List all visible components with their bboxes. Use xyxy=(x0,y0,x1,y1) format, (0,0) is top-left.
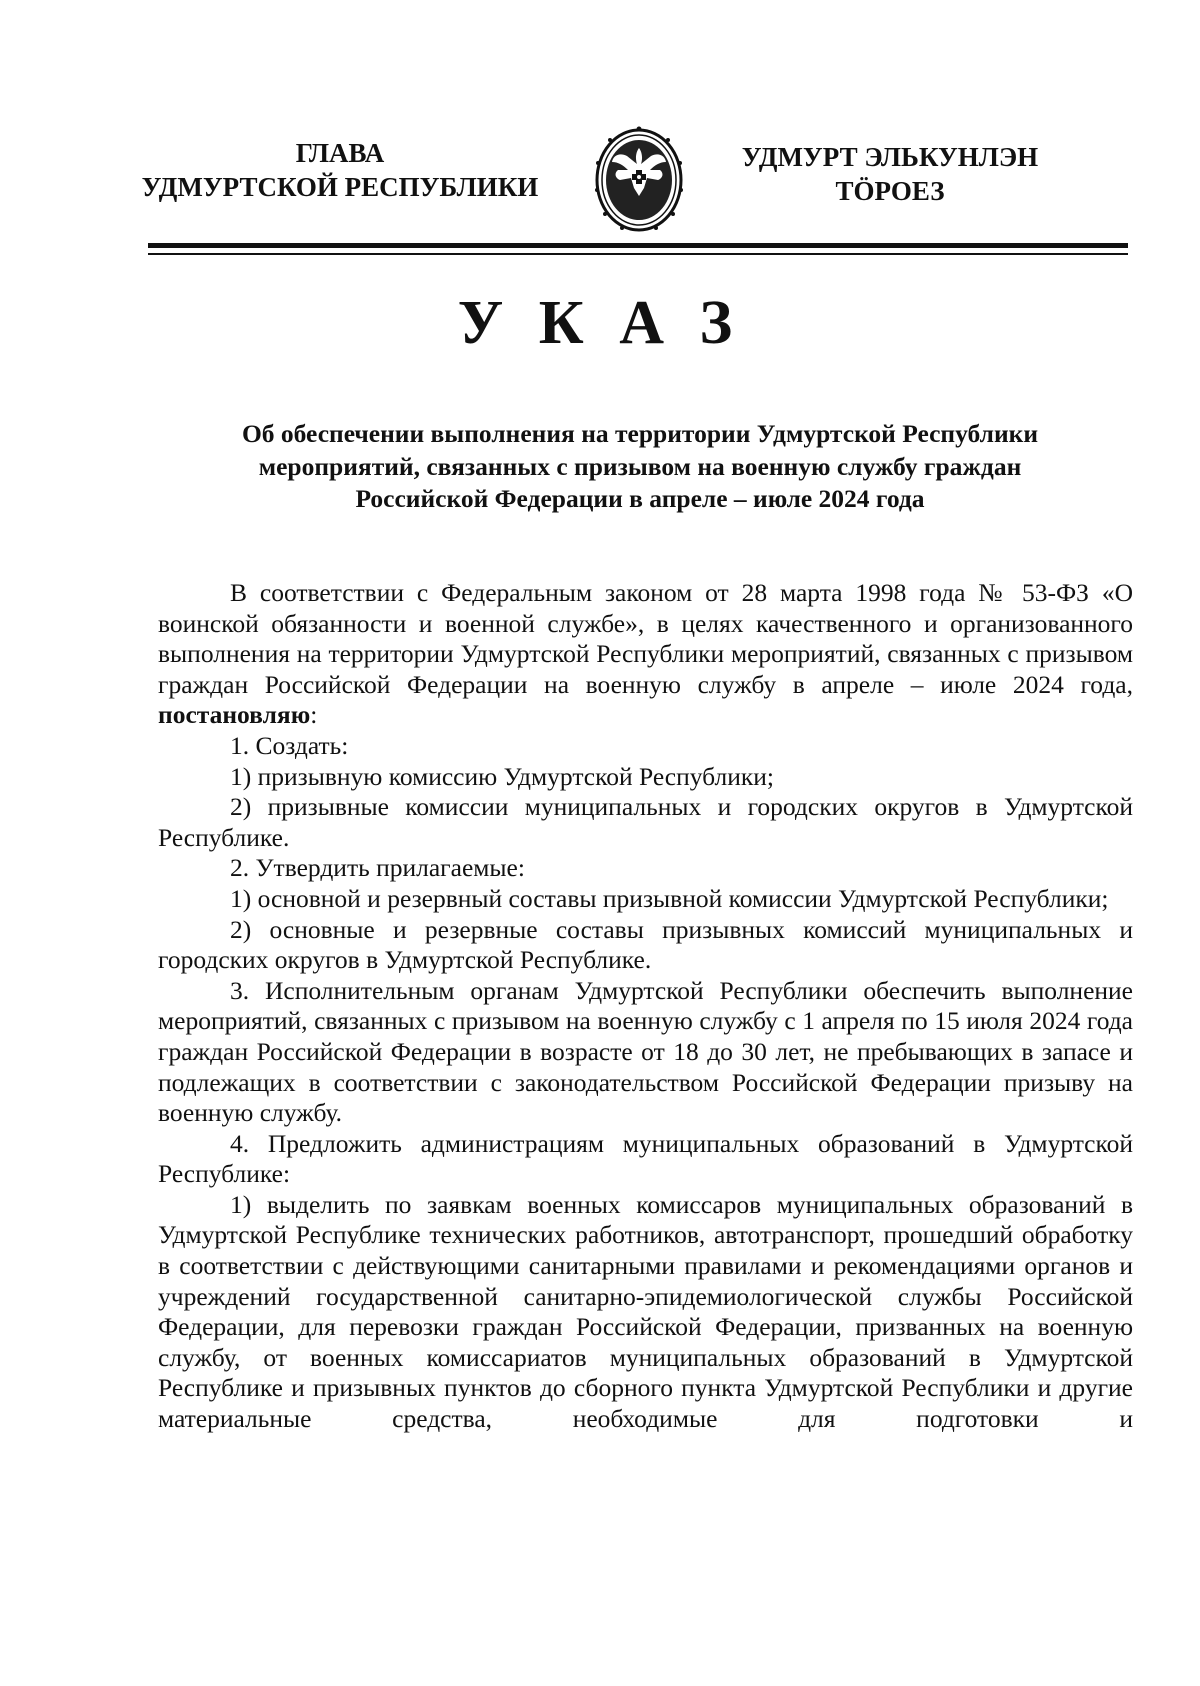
paragraph-2: 2. Утвердить прилагаемые: xyxy=(230,853,525,883)
header-divider-thick xyxy=(148,243,1128,248)
subject-line-3: Российской Федерации в апреле – июле 2024 года xyxy=(355,484,925,513)
issuer-header-russian xyxy=(140,136,540,204)
preamble-decree-word: постановляю xyxy=(158,700,311,730)
issuer-title-line1: ГЛАВА xyxy=(295,138,385,168)
document-subject xyxy=(150,418,1130,516)
paragraph-1-item-2: 2) призывные комиссии муниципальных и городских округов в Удмуртской Республике. xyxy=(158,792,1133,852)
paragraph-1: 1. Создать: xyxy=(230,730,349,760)
paragraph-4: 4. Предложить администрациям муниципальных образований в Удмуртской Республике: xyxy=(158,1128,1133,1189)
paragraph-2-item-2: 2) основные и резервные составы призывных комиссий муниципальных и городских округов в Удмуртской Республике. xyxy=(158,914,1133,975)
issuer-udmurt-line1: УДМУРТ ЭЛЬКУНЛЭН xyxy=(741,142,1039,172)
paragraph-1-item-1: 1) призывную комиссию Удмуртской Республики; xyxy=(230,761,774,791)
paragraph-3: 3. Исполнительным органам Удмуртской Республики обеспечить выполнение мероприятий, связанных с призывом на военную службу с 1 апреля по 15 июля 2024 года граждан Российской Федерации в возрасте от 18 до 30 лет, не пребывающих в запасе и подлежащих в соответствии с законодательством Российской Федерации призыву на военную службу. xyxy=(158,975,1133,1128)
preamble-paragraph xyxy=(158,578,1133,731)
coat-of-arms-icon xyxy=(580,118,698,236)
preamble-text: В соответствии с Федеральным законом от 28 марта 1998 года № 53-ФЗ «О воинской обязанности и военной службе», в целях качественного и организованного выполнения на территории Удмуртской Республики мероприятий, связанных с призывом граждан Российской Федерации на военную службу в апреле – июле 2024 года, xyxy=(158,578,1133,699)
header-divider-thin xyxy=(148,253,1128,255)
subject-line-2: мероприятий, связанных с призывом на военную службу граждан xyxy=(258,451,1022,481)
paragraph-4-item-1: 1) выделить по заявкам военных комиссаров муниципальных образований в Удмуртской Республике технических работников, автотранспорт, прошедший обработку в соответствии с действующими санитарными правилами и рекомендациями органов и учреждений государственной санитарно-эпидемиологической службы Российской Федерации, для перевозки граждан Российской Федерации, призванных на военную службу, от военных комиссариатов муниципальных образований в Удмуртской Республике и призывных пунктов до сборного пункта Удмуртской Республики и другие материальные средства, необходимые для подготовки и xyxy=(158,1189,1133,1434)
issuer-header-udmurt xyxy=(690,140,1090,208)
document-title: У К А З xyxy=(457,289,743,357)
subject-line-1: Об обеспечении выполнения на территории Удмуртской Республики xyxy=(241,419,1039,448)
paragraph-2-item-1: 1) основной и резервный составы призывной комиссии Удмуртской Республики; xyxy=(230,883,1109,913)
issuer-title-line2: УДМУРТСКОЙ РЕСПУБЛИКИ xyxy=(141,172,539,202)
preamble-colon: : xyxy=(310,700,318,730)
issuer-udmurt-line2: ТӦРОЕЗ xyxy=(835,176,945,206)
document-body xyxy=(158,578,1133,1435)
